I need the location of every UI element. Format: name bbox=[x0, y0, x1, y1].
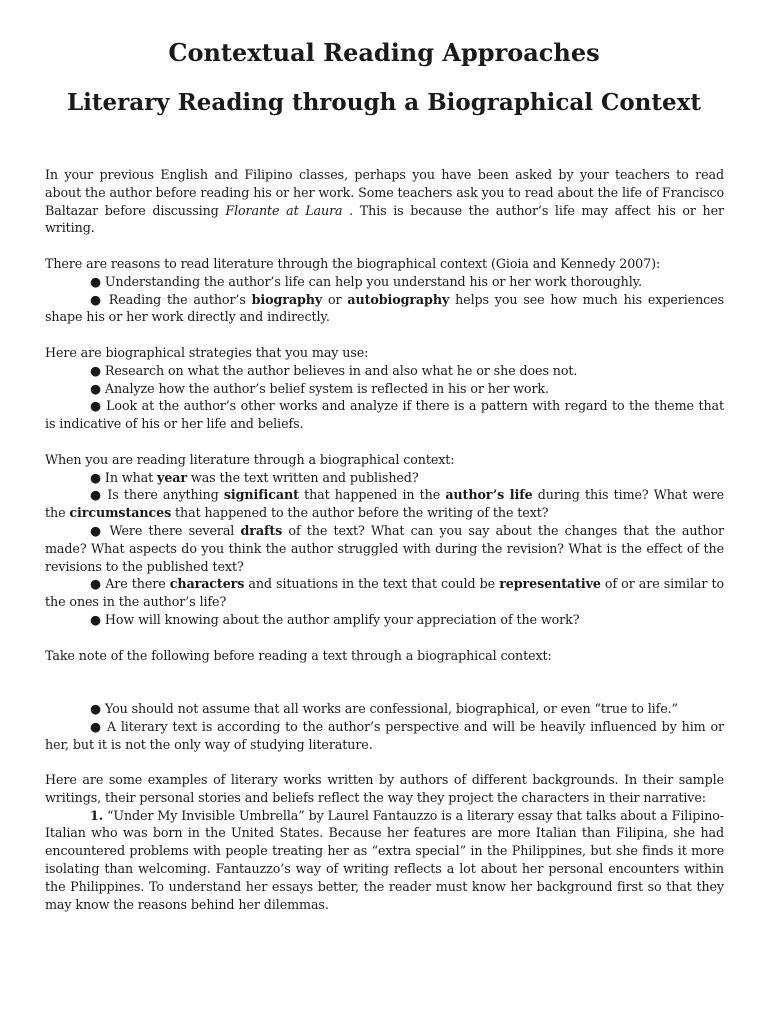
q4-text-e: of or are similar to the ones in the author’s life? bbox=[45, 576, 724, 610]
examples-lead: Here are some examples of literary works written by authors of different backgrounds. In their sample writings, their personal stories and beliefs reflect the way they project the characters in their narrative: bbox=[45, 772, 724, 805]
example-item-1 bbox=[45, 807, 724, 914]
example-item-1-text: “Under My Invisible Umbrella” by Laurel Fantauzzo is a literary essay that talks about a Filipino-Italian who was born in the United States. Because her features are more Italian than Filipina, she had encountered problems with people treating her as “extra special” in the Philippines, but she finds it more isolating than welcoming. Fantauzzo’s way of writing reflects a lot about her personal encounters within the Philippines. To understand her essays better, the reader must know her background first so that they may know the reasons behind her dilemmas. bbox=[45, 807, 724, 912]
question-4 bbox=[45, 575, 724, 611]
question-3 bbox=[45, 522, 724, 575]
q2-bold-significant: significant bbox=[223, 487, 299, 503]
q4-text-c: and situations in the text that could be bbox=[244, 576, 500, 592]
intro-italic-title: Florante at Laura bbox=[225, 202, 343, 218]
q4-bold-representative: representative bbox=[499, 576, 601, 592]
strategies-bullet-2: ● Analyze how the author’s belief system is reflected in his or her work. bbox=[90, 380, 549, 396]
reasons-bullet-2 bbox=[45, 291, 724, 327]
reasons-b2-bold-autobiography: autobiography bbox=[347, 291, 450, 307]
document-body bbox=[45, 166, 724, 913]
example-item-1-number: 1. bbox=[90, 807, 104, 823]
notes-bullet-1: ● You should not assume that all works are confessional, biographical, or even “true to life.” bbox=[90, 700, 678, 716]
page-subtitle: Literary Reading through a Biographical Context bbox=[67, 89, 701, 116]
strategies-bullet-3: ● Look at the author’s other works and analyze if there is a pattern with regard to the theme that is indicative of his or her life and beliefs. bbox=[45, 398, 724, 432]
q2-bold-circumstances: circumstances bbox=[69, 505, 172, 521]
q2-bold-authors-life: author’s life bbox=[445, 487, 533, 503]
question-2 bbox=[45, 486, 724, 522]
question-1 bbox=[45, 469, 724, 487]
q1-text-a: ● In what bbox=[90, 469, 158, 485]
strategies-lead: Here are biographical strategies that you may use: bbox=[45, 344, 369, 360]
reasons-b2-bold-biography: biography bbox=[251, 291, 323, 307]
q3-text-a: ● Were there several bbox=[90, 522, 241, 538]
question-5: ● How will knowing about the author amplify your appreciation of the work? bbox=[90, 611, 580, 627]
q2-text-c: that happened in the bbox=[298, 487, 446, 503]
intro-text-2: . This is because the author’s life may affect his or her writing. bbox=[45, 202, 724, 236]
q4-text-a: ● Are there bbox=[90, 576, 170, 592]
intro-text-1: In your previous English and Filipino classes, perhaps you have been asked by your teachers to read about the author before reading his or her work. Some teachers ask you to read about the life of Francisco Baltazar before discussing bbox=[45, 167, 724, 218]
q2-text-g: that happened to the author before the writing of the text? bbox=[171, 505, 549, 521]
reasons-b2-text-a: ● Reading the author’s bbox=[90, 291, 252, 307]
reasons-lead: There are reasons to read literature through the biographical context (Gioia and Kennedy 2007): bbox=[45, 255, 661, 271]
intro-paragraph bbox=[45, 166, 724, 237]
q3-bold-drafts: drafts bbox=[240, 522, 283, 538]
q2-text-e: during this time? What were the bbox=[45, 487, 724, 521]
notes-lead: Take note of the following before reading a text through a biographical context: bbox=[45, 647, 552, 663]
page-title: Contextual Reading Approaches bbox=[168, 38, 600, 67]
reasons-b2-text-c: or bbox=[322, 291, 348, 307]
q1-text-c: was the text written and published? bbox=[187, 469, 419, 485]
strategies-bullet-1: ● Research on what the author believes in and also what he or she does not. bbox=[90, 362, 578, 378]
q4-bold-characters: characters bbox=[169, 576, 245, 592]
questions-lead: When you are reading literature through a biographical context: bbox=[45, 451, 455, 467]
q2-text-a: ● Is there anything bbox=[90, 487, 224, 503]
reasons-b2-text-e: helps you see how much his experiences shape his or her work directly and indirectly. bbox=[45, 291, 724, 325]
reasons-bullet-1: ● Understanding the author’s life can help you understand his or her work thoroughly. bbox=[90, 273, 642, 289]
q3-text-c: of the text? What can you say about the changes that the author made? What aspects do you think the author struggled with during the revision? What is the effect of the revisions to the published text? bbox=[45, 522, 725, 574]
notes-bullet-2: ● A literary text is according to the author’s perspective and will be heavily influenced by him or her, but it is not the only way of studying literature. bbox=[45, 718, 724, 752]
q1-bold-year: year bbox=[157, 469, 187, 485]
